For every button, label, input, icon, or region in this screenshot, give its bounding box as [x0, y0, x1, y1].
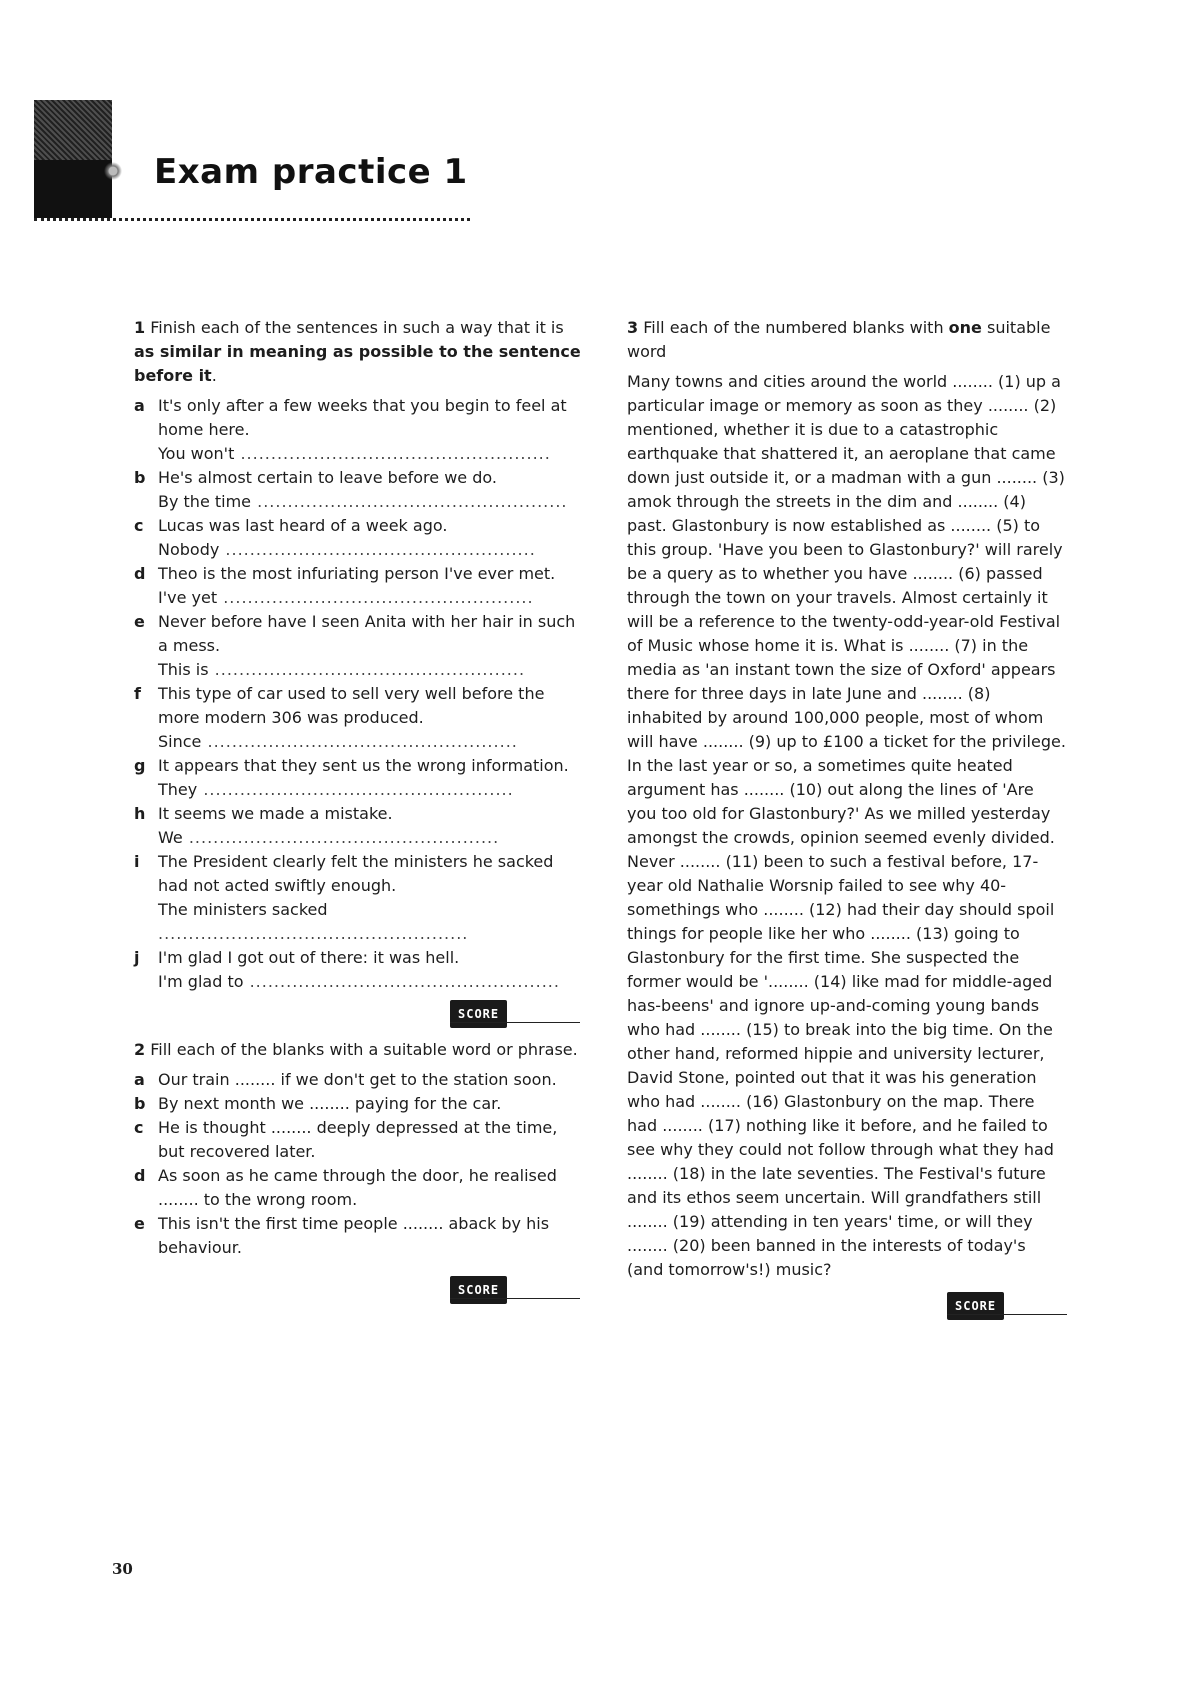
score-line[interactable]: [947, 1314, 1067, 1315]
item-sentence: It seems we made a mistake.: [158, 804, 393, 823]
item-letter: g: [134, 756, 146, 775]
exercise-item: [134, 802, 582, 850]
item-prompt: By the time: [158, 492, 252, 511]
item-letter: i: [134, 852, 140, 871]
exercise-item: [134, 514, 582, 562]
item-answer-line[interactable]: [158, 586, 582, 610]
section2-instruction-text: Fill each of the blanks with a suitable word or phrase.: [150, 1040, 578, 1059]
page-title: Exam practice 1: [154, 152, 468, 192]
exercise-item: [134, 1116, 582, 1164]
item-prompt: Nobody: [158, 540, 220, 559]
score-line[interactable]: [450, 1298, 580, 1299]
item-sentence: Lucas was last heard of a week ago.: [158, 516, 448, 535]
section2-score: [134, 1274, 582, 1300]
section1-instruction: [134, 316, 582, 388]
item-sentence: It appears that they sent us the wrong information.: [158, 756, 569, 775]
exercise-item: [134, 946, 582, 994]
item-answer-line[interactable]: [158, 898, 582, 946]
score-badge: SCORE: [947, 1292, 1004, 1320]
item-letter: f: [134, 684, 141, 703]
answer-dots: ...................................................: [197, 780, 514, 799]
item-letter: h: [134, 804, 146, 823]
item-answer-line[interactable]: [158, 490, 582, 514]
answer-dots: ...................................................: [243, 972, 560, 991]
section1-items: [134, 394, 582, 994]
section1-score: [134, 998, 582, 1024]
exercise-item: [134, 1164, 582, 1212]
section2-items: [134, 1068, 582, 1260]
score-badge: SCORE: [450, 1000, 507, 1028]
section2-number: 2: [134, 1040, 146, 1059]
item-sentence: It's only after a few weeks that you begin to feel at home here.: [158, 396, 567, 439]
exercise-item: [134, 1212, 582, 1260]
header-notch: [100, 158, 126, 184]
page-number: 30: [112, 1560, 133, 1578]
answer-dots: ...................................................: [208, 660, 526, 679]
item-sentence: I'm glad I got out of there: it was hell.: [158, 948, 460, 967]
answer-dots: ...................................................: [234, 444, 551, 463]
section2-instruction: [134, 1038, 582, 1062]
item-letter: a: [134, 1070, 145, 1089]
header-decoration: [34, 100, 112, 218]
left-column: [134, 316, 582, 1314]
section3-number: 3: [627, 318, 639, 337]
title-dotted-rule: [34, 218, 470, 221]
item-letter: d: [134, 564, 146, 583]
item-letter: e: [134, 1214, 145, 1233]
item-sentence: This type of car used to sell very well before the more modern 306 was produced.: [158, 684, 545, 727]
item-sentence: Theo is the most infuriating person I've ever met.: [158, 564, 556, 583]
item-prompt: We: [158, 828, 183, 847]
passage-paragraph: In the last year or so, a sometimes quite heated argument has ........ (10) out along the lines of 'Are you too old for Glastonbury?' As we milled yesterday amongst the crowds, opinion seemed evenly divided. Never ........ (11) been to such a festival before, 17-year old Nathalie Worsnip failed to see why 40-somethings who ........ (12) had their day should spoil things for people like her who ........ (13) going to Glastonbury for the first time. She suspected the former would be '........ (14) like mad for middle-aged has-beens' and ignore up-and-coming young bands who had ........ (15) to break into the big time. On the other hand, reformed hippie and university lecturer, David Stone, pointed out that it was his generation who had ........ (16) Glastonbury on the map. There had ........ (17) nothing like it before, and he failed to see why they could not follow through what they had ........ (18) in the late seventies. The Festival's future and its ethos seem uncertain. Will grandfathers still ........ (19) attending in ten years' time, or will they ........ (20) been banned in the interests of today's (and tomorrow's!) music?: [627, 756, 1055, 1279]
item-answer-line[interactable]: [158, 442, 582, 466]
exercise-item: [134, 1092, 582, 1116]
section3-instruction-text-c: suitable word: [627, 318, 1051, 361]
exercise-item: [134, 562, 582, 610]
exercise-item: [134, 394, 582, 466]
exercise-item: [134, 610, 582, 682]
header-texture: [34, 100, 112, 160]
item-answer-line[interactable]: [158, 970, 582, 994]
score-line[interactable]: [450, 1022, 580, 1023]
item-letter: c: [134, 1118, 144, 1137]
exercise-item: [134, 682, 582, 754]
right-column: [627, 316, 1067, 1330]
section3-instruction-text-b: one: [948, 318, 982, 337]
item-answer-line[interactable]: [158, 778, 582, 802]
answer-dots: ...................................................: [217, 588, 534, 607]
item-letter: c: [134, 516, 144, 535]
item-letter: j: [134, 948, 140, 967]
item-sentence: As soon as he came through the door, he realised ........ to the wrong room.: [158, 1166, 557, 1209]
section1-number: 1: [134, 318, 146, 337]
section1-instruction-text-b: as similar in meaning as possible to the sentence before it: [134, 342, 581, 385]
item-sentence: This isn't the first time people ........ aback by his behaviour.: [158, 1214, 550, 1257]
item-letter: b: [134, 468, 146, 487]
item-prompt: I'm glad to: [158, 972, 244, 991]
section3-instruction: [627, 316, 1067, 364]
item-sentence: By next month we ........ paying for the car.: [158, 1094, 502, 1113]
item-prompt: The ministers sacked: [158, 900, 328, 919]
item-sentence: The President clearly felt the ministers he sacked had not acted swiftly enough.: [158, 852, 554, 895]
item-sentence: He is thought ........ deeply depressed at the time, but recovered later.: [158, 1118, 558, 1161]
item-letter: d: [134, 1166, 146, 1185]
answer-dots: ...................................................: [201, 732, 518, 751]
answer-dots: ...................................................: [182, 828, 500, 847]
item-prompt: This is: [158, 660, 209, 679]
section3-passage: [627, 370, 1067, 1282]
item-letter: a: [134, 396, 145, 415]
item-answer-line[interactable]: [158, 658, 582, 682]
item-letter: e: [134, 612, 145, 631]
item-sentence: Our train ........ if we don't get to the station soon.: [158, 1070, 557, 1089]
exercise-item: [134, 850, 582, 946]
item-sentence: He's almost certain to leave before we do.: [158, 468, 497, 487]
answer-dots: ...................................................: [219, 540, 536, 559]
item-answer-line[interactable]: [158, 730, 582, 754]
section1-instruction-text-c: .: [211, 366, 217, 385]
item-prompt: You won't: [158, 444, 235, 463]
answer-dots: ...................................................: [158, 924, 469, 943]
section3-instruction-text-a: Fill each of the numbered blanks with: [643, 318, 949, 337]
item-answer-line[interactable]: [158, 538, 582, 562]
exercise-item: [134, 466, 582, 514]
item-prompt: They: [158, 780, 198, 799]
exercise-item: [134, 754, 582, 802]
score-badge: SCORE: [450, 1276, 507, 1304]
item-letter: b: [134, 1094, 146, 1113]
passage-paragraph: Many towns and cities around the world ........ (1) up a particular image or memory as soon as they ........ (2) mentioned, whether it is due to a catastrophic earthquake that shattered it, an aeroplane that came down just outside it, or a madman with a gun ........ (3) amok through the streets in the dim and ........ (4) past. Glastonbury is now established as ........ (5) to this group. 'Have you been to Glastonbury?' will rarely be a query as to whether you have ........ (6) passed through the town on your travels. Almost certainly it will be a reference to the twenty-odd-year-old Festival of Music whose home it is. What is ........ (7) in the media as 'an instant town the size of Oxford' appears there for three days in late June and ........ (8) inhabited by around 100,000 people, most of whom will have ........ (9) up to £100 a ticket for the privilege.: [627, 372, 1066, 751]
section3-score: [627, 1290, 1067, 1316]
item-prompt: Since: [158, 732, 202, 751]
section1-instruction-text-a: Finish each of the sentences in such a way that it is: [150, 318, 564, 337]
item-prompt: I've yet: [158, 588, 218, 607]
item-sentence: Never before have I seen Anita with her hair in such a mess.: [158, 612, 576, 655]
answer-dots: ...................................................: [251, 492, 568, 511]
item-answer-line[interactable]: [158, 826, 582, 850]
exercise-item: [134, 1068, 582, 1092]
